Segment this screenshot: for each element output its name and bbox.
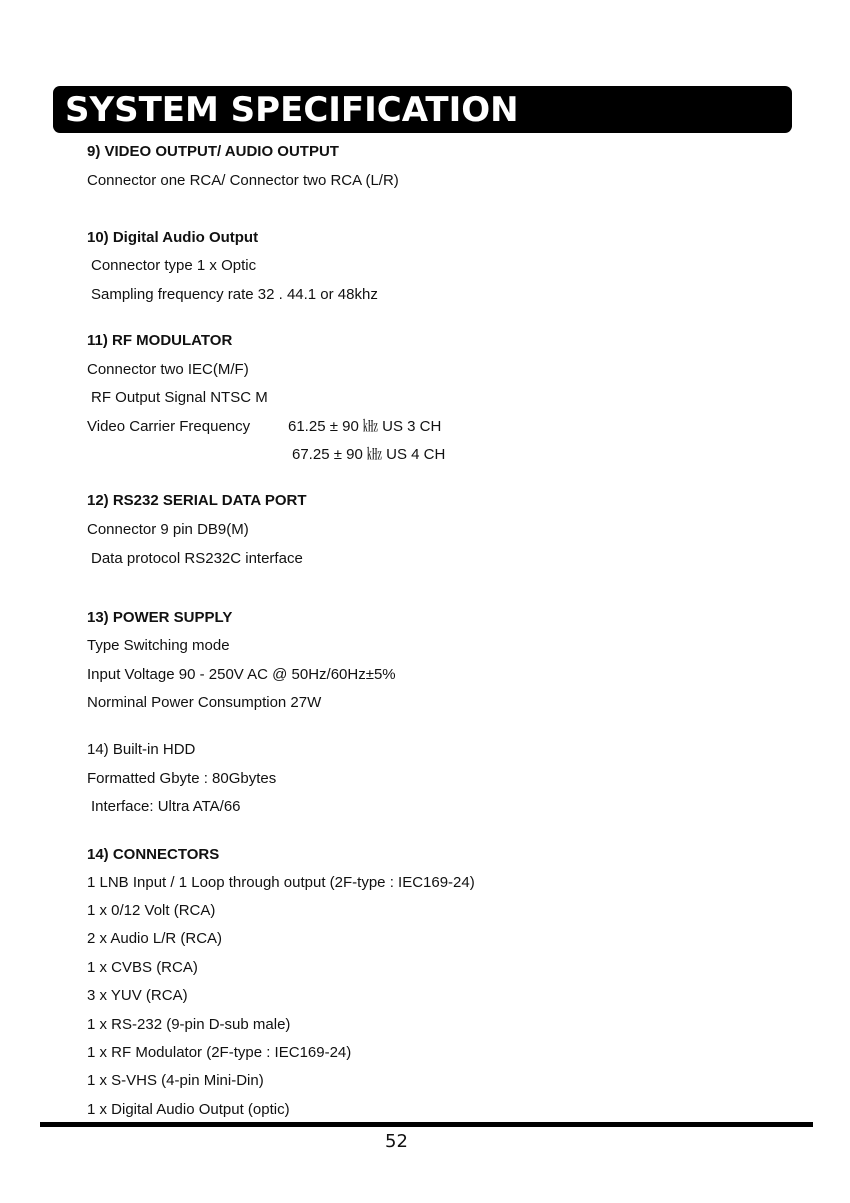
spec-line: Data protocol RS232C interface <box>91 550 303 567</box>
section-heading-connectors: 14) CONNECTORS <box>87 846 220 863</box>
connector-item: 1 x 0/12 Volt (RCA) <box>87 902 216 919</box>
spec-line: Norminal Power Consumption 27W <box>87 694 322 711</box>
carrier-frequency-value: 67.25 ± 90 ㎑ US 4 CH <box>292 446 446 463</box>
carrier-frequency-label: Video Carrier Frequency <box>87 418 251 435</box>
spec-line: RF Output Signal NTSC M <box>91 389 268 406</box>
connector-item: 2 x Audio L/R (RCA) <box>87 930 223 947</box>
spec-line: Input Voltage 90 - 250V AC @ 50Hz/60Hz±5% <box>87 666 396 683</box>
spec-line: Interface: Ultra ATA/66 <box>91 798 241 815</box>
page-title-banner <box>53 86 792 133</box>
section-heading-power-supply: 13) POWER SUPPLY <box>87 609 233 626</box>
section-heading-rs232: 12) RS232 SERIAL DATA PORT <box>87 492 307 509</box>
connector-item: 1 x S-VHS (4-pin Mini-Din) <box>87 1072 264 1089</box>
carrier-frequency-value: 61.25 ± 90 ㎑ US 3 CH <box>288 418 442 435</box>
page-title: SYSTEM SPECIFICATION <box>65 90 519 130</box>
page-number: 52 <box>385 1131 408 1152</box>
spec-line: Connector two IEC(M/F) <box>87 361 249 378</box>
spec-line: Connector one RCA/ Connector two RCA (L/R) <box>87 172 399 189</box>
connector-item: 1 x RS-232 (9-pin D-sub male) <box>87 1016 291 1033</box>
connector-item: 3 x YUV (RCA) <box>87 987 188 1004</box>
section-heading-rf-modulator: 11) RF MODULATOR <box>87 332 233 349</box>
connector-item: 1 x CVBS (RCA) <box>87 959 198 976</box>
section-heading-digital-audio-output: 10) Digital Audio Output <box>87 229 259 246</box>
connector-item: 1 x RF Modulator (2F-type : IEC169-24) <box>87 1044 352 1061</box>
section-heading-video-audio-output: 9) VIDEO OUTPUT/ AUDIO OUTPUT <box>87 143 339 160</box>
section-heading-hdd: 14) Built-in HDD <box>87 741 196 758</box>
spec-line: Formatted Gbyte : 80Gbytes <box>87 770 277 787</box>
footer-divider <box>40 1122 813 1127</box>
spec-line: Type Switching mode <box>87 637 230 654</box>
spec-line: Connector 9 pin DB9(M) <box>87 521 249 538</box>
connector-item: 1 x Digital Audio Output (optic) <box>87 1101 290 1118</box>
connector-item: 1 LNB Input / 1 Loop through output (2F-type : IEC169-24) <box>87 874 475 891</box>
spec-line: Sampling frequency rate 32 . 44.1 or 48khz <box>91 286 378 303</box>
spec-line: Connector type 1 x Optic <box>91 257 257 274</box>
